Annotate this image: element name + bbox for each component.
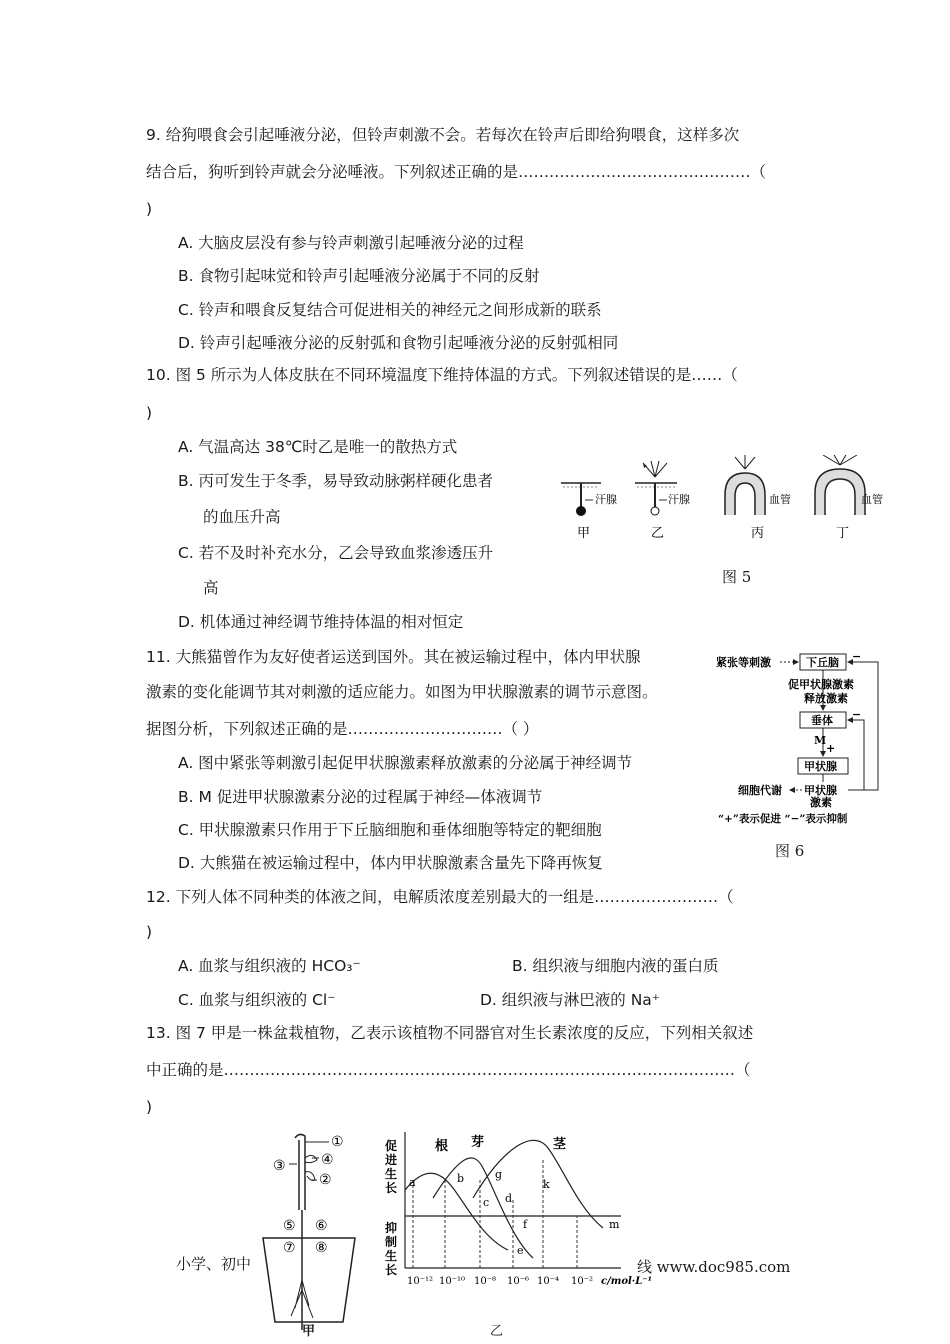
point-c: c: [483, 1196, 490, 1209]
q10-option-c-line1: C. 若不及时补充水分，乙会导致血浆渗透压升: [178, 544, 494, 562]
metabolism-label: 细胞代谢: [738, 784, 782, 797]
stimulus-label: 紧张等刺激: [716, 656, 771, 669]
q12-stem-line1: 12. 下列人体不同种类的体液之间，电解质浓度差别最大的一组是……………………（: [146, 888, 734, 906]
q9-option-a: A. 大脑皮层没有参与铃声刺激引起唾液分泌的过程: [178, 234, 524, 252]
q10-option-b-line2: 的血压升高: [203, 508, 281, 526]
marker-4: ④: [321, 1152, 334, 1168]
inhibit-char-2: 制: [385, 1235, 398, 1249]
q9-stem-line2: 结合后，狗听到铃声就会分泌唾液。下列叙述正确的是………………………………………（: [146, 163, 767, 181]
tick-1e-6: 10⁻⁶: [507, 1276, 530, 1287]
root-label: 根: [435, 1139, 449, 1154]
inhibit-char-3: 生: [385, 1249, 398, 1263]
q11-stem-line3: 据图分析，下列叙述正确的是…………………………（ ）: [146, 720, 539, 738]
point-a: a: [409, 1176, 416, 1189]
q11-stem-line2: 激素的变化能调节其对刺激的适应能力。如图为甲状腺激素的调节示意图。: [146, 683, 658, 701]
marker-8: ⑧: [315, 1240, 328, 1256]
pituitary-label: 垂体: [811, 714, 833, 727]
q9-paren: ): [146, 200, 153, 218]
point-m: m: [609, 1218, 620, 1231]
skin-panel-yi: [635, 461, 677, 515]
q12-option-a: A. 血浆与组织液的 HCO₃⁻: [178, 957, 361, 975]
q13-stem-line2: 中正确的是………………………………………………………………………………………（: [146, 1061, 751, 1079]
q12-option-c: C. 血浆与组织液的 Cl⁻: [178, 991, 336, 1009]
q12-paren: ): [146, 923, 153, 941]
figure-7-potted-plant: [255, 1130, 365, 1335]
minus-sign-2: −: [852, 708, 862, 721]
q11-option-a: A. 图中紧张等刺激引起促甲状腺激素释放激素的分泌属于神经调节: [178, 754, 633, 772]
q10-stem-line1: 10. 图 5 所示为人体皮肤在不同环境温度下维持体温的方式。下列叙述错误的是……（: [146, 366, 738, 384]
promote-char-1: 促: [385, 1139, 398, 1153]
minus-sign-1: −: [852, 652, 862, 663]
trh-label-2: 释放激素: [804, 692, 848, 705]
figure-6-caption: 图 6: [775, 842, 805, 860]
q9-option-c: C. 铃声和喂食反复结合可促进相关的神经元之间形成新的联系: [178, 301, 602, 319]
q12-option-d: D. 组织液与淋巴液的 Na⁺: [480, 991, 660, 1009]
inhibit-char-4: 长: [385, 1263, 398, 1277]
promote-char-3: 生: [385, 1167, 398, 1181]
label-bing: 丙: [751, 526, 765, 541]
plus-sign: +: [826, 742, 836, 755]
point-e: e: [517, 1244, 524, 1257]
q10-paren: ): [146, 404, 153, 422]
point-d: d: [505, 1192, 513, 1205]
q11-option-b: B. M 促进甲状腺激素分泌的过程属于神经—体液调节: [178, 788, 543, 806]
label-yi: 乙: [651, 526, 665, 541]
label-jia: 甲: [577, 526, 591, 541]
skin-panel-bing: [725, 455, 765, 515]
stem-label: 茎: [553, 1137, 567, 1152]
q12-option-b: B. 组织液与细胞内液的蛋白质: [512, 957, 719, 975]
hypothalamus-label: 下丘脑: [806, 656, 839, 669]
marker-1: ①: [331, 1134, 344, 1150]
marker-5: ⑤: [283, 1218, 296, 1234]
tick-1e-4: 10⁻⁴: [537, 1276, 560, 1287]
q11-stem-line1: 11. 大熊猫曾作为友好使者运送到国外。其在被运输过程中，体内甲状腺: [146, 648, 641, 666]
footer-watermark-left: 小学、初中: [176, 1255, 252, 1273]
m-label: M: [814, 734, 827, 747]
sweat-gland-label-jia: 汗腺: [595, 493, 617, 506]
q13-paren: ): [146, 1098, 153, 1116]
q13-stem-line1: 13. 图 7 甲是一株盆栽植物，乙表示该植物不同器官对生长素浓度的反应，下列相关叙述: [146, 1024, 754, 1042]
th-label-1: 甲状腺: [804, 784, 837, 797]
figure-6-legend: “+”表示促进 “−”表示抑制: [718, 813, 848, 825]
q10-option-b-line1: B. 丙可发生于冬季，易导致动脉粥样硬化患者: [178, 472, 493, 490]
marker-2: ②: [319, 1172, 332, 1188]
bud-label: 芽: [471, 1135, 485, 1150]
x-unit-label: c/mol·L⁻¹: [601, 1276, 652, 1287]
point-f: f: [523, 1218, 528, 1231]
q11-option-d: D. 大熊猫在被运输过程中，体内甲状腺激素含量先下降再恢复: [178, 854, 603, 872]
marker-3: ③: [273, 1158, 286, 1174]
vessel-label-bing: 血管: [769, 493, 791, 506]
q10-option-a: A. 气温高达 38℃时乙是唯一的散热方式: [178, 438, 458, 456]
figure-7-yi-caption: 乙: [490, 1324, 504, 1339]
curve-stem: [473, 1140, 603, 1228]
q10-option-c-line2: 高: [203, 579, 219, 597]
tick-1e-2: 10⁻²: [571, 1276, 594, 1287]
footer-watermark-right: 线 www.doc985.com: [637, 1258, 791, 1276]
label-ding: 丁: [836, 526, 850, 541]
q9-option-d: D. 铃声引起唾液分泌的反射弧和食物引起唾液分泌的反射弧相同: [178, 334, 619, 352]
th-label-2: 激素: [810, 796, 832, 809]
tick-1e-8: 10⁻⁸: [474, 1276, 497, 1287]
marker-6: ⑥: [315, 1218, 328, 1234]
figure-7-jia-caption: 甲: [302, 1324, 316, 1339]
q9-option-b: B. 食物引起味觉和铃声引起唾液分泌属于不同的反射: [178, 267, 540, 285]
thyroid-label: 甲状腺: [804, 760, 837, 773]
figure-5-skin-diagram: [555, 455, 900, 545]
tick-1e-12: 10⁻¹²: [407, 1276, 434, 1287]
q9-stem-line1: 9. 给狗喂食会引起唾液分泌，但铃声刺激不会。若每次在铃声后即给狗喂食，这样多次: [146, 126, 740, 144]
point-g: g: [495, 1168, 503, 1181]
vessel-label-ding: 血管: [861, 493, 883, 506]
point-k: k: [543, 1178, 550, 1191]
q11-option-c: C. 甲状腺激素只作用于下丘脑细胞和垂体细胞等特定的靶细胞: [178, 821, 602, 839]
sweat-gland-label-yi: 汗腺: [668, 493, 690, 506]
q10-option-d: D. 机体通过神经调节维持体温的相对恒定: [178, 613, 464, 631]
figure-5-caption: 图 5: [722, 568, 752, 586]
marker-7: ⑦: [283, 1240, 296, 1256]
inhibit-char-1: 抑: [385, 1221, 398, 1235]
point-b: b: [457, 1172, 465, 1185]
trh-label-1: 促甲状腺激素: [788, 678, 854, 691]
figure-6-thyroid-regulation: [712, 652, 892, 830]
skin-panel-ding: [815, 455, 865, 515]
promote-char-4: 长: [385, 1181, 398, 1195]
promote-char-2: 进: [385, 1153, 398, 1167]
tick-1e-10: 10⁻¹⁰: [439, 1276, 466, 1287]
